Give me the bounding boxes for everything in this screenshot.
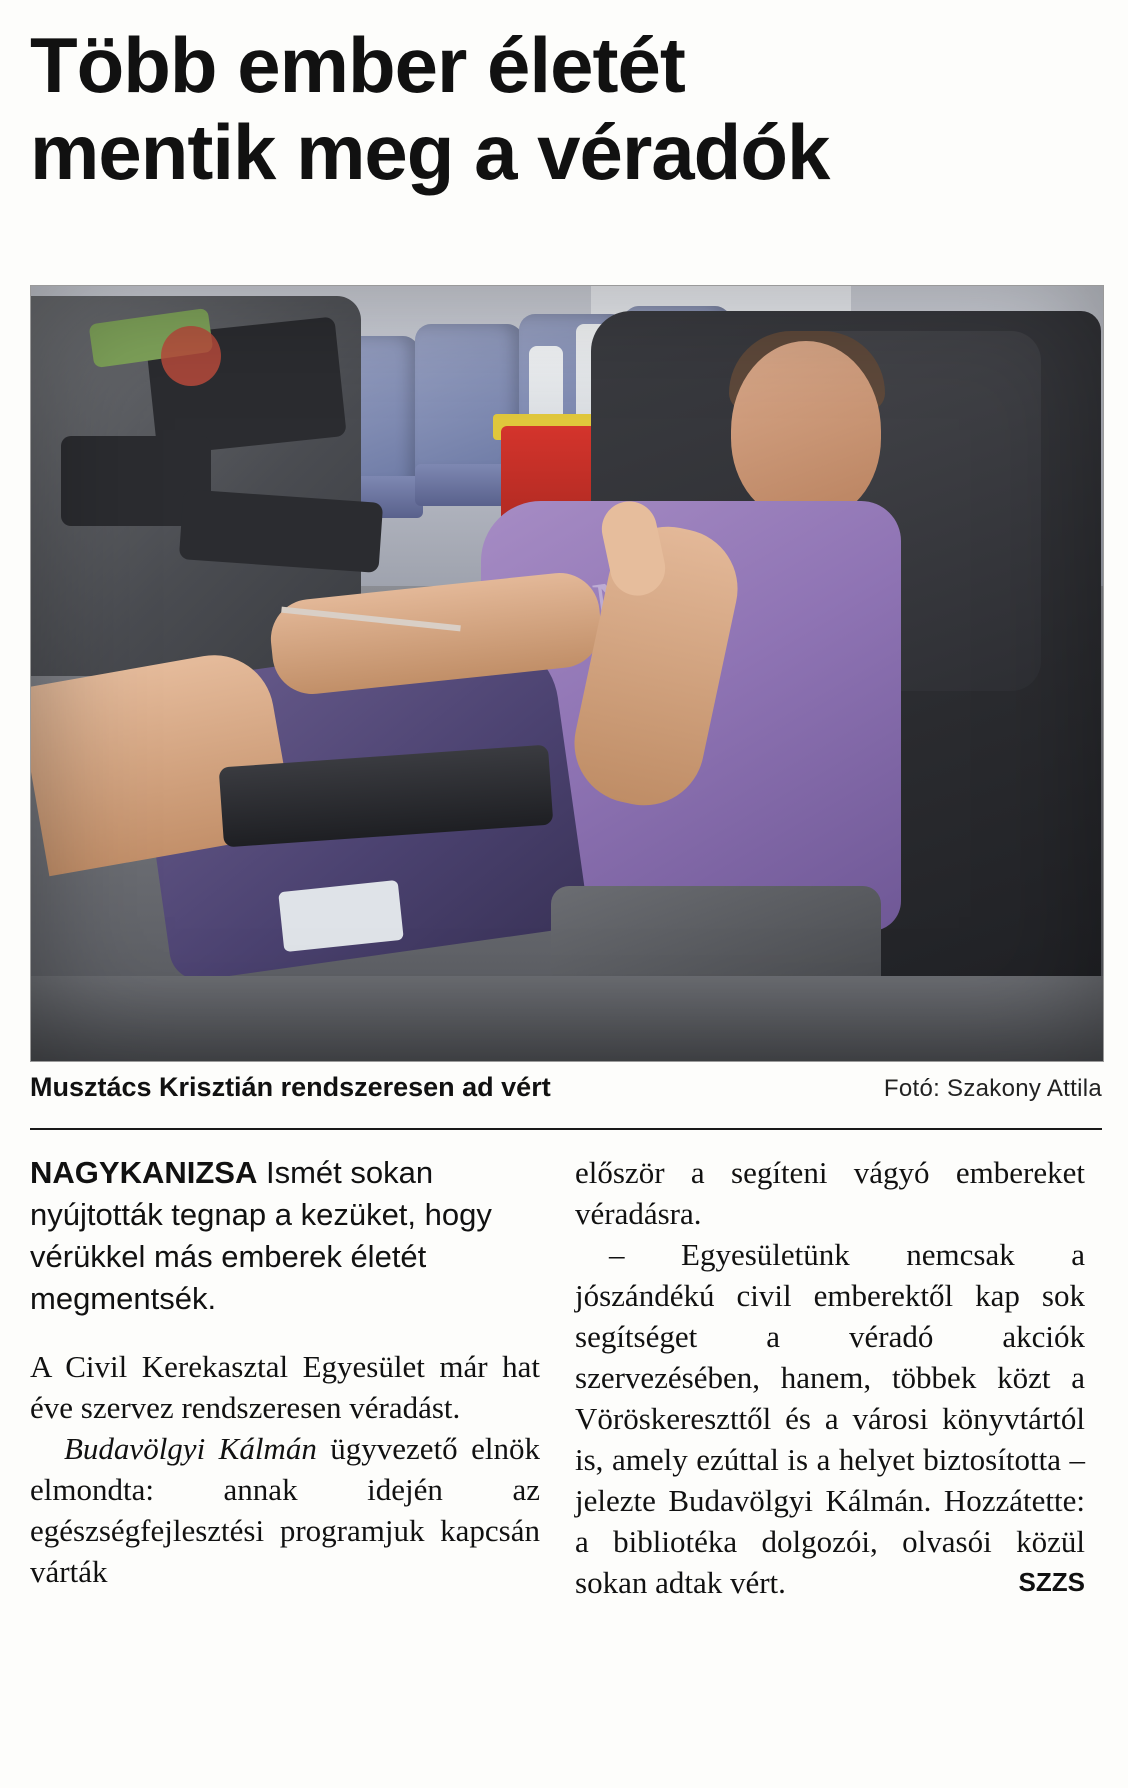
lead-paragraph: [30, 1152, 540, 1320]
headline-line-1: Több ember életét: [30, 21, 685, 109]
lead-text: Ismét sokan nyújtották tegnap a kezüket, hogy vérükkel más emberek életét megmentsék.: [30, 1155, 492, 1316]
byline: SZZS: [1018, 1567, 1085, 1597]
person-name-italic: Budavölgyi Kálmán: [64, 1431, 317, 1466]
article-photo: [30, 285, 1104, 1062]
body-column-left: [30, 1152, 540, 1592]
photo-illustration: [31, 286, 1103, 1061]
photo-credit: [884, 1075, 1102, 1103]
photo-credit-label: Fotó:: [883, 1075, 941, 1102]
body-paragraph: [30, 1428, 540, 1592]
dateline-place: NAGYKANIZSA: [30, 1155, 258, 1190]
donor-head: [731, 341, 881, 521]
equipment-part: [179, 489, 383, 573]
headline-line-2: mentik meg a véradók: [30, 108, 830, 196]
blood-bag-scale: [278, 880, 404, 952]
body-paragraph: [575, 1234, 1085, 1603]
equipment-red-accent: [161, 326, 221, 386]
body-paragraph-rest: ügyvezető elnök elmondta: annak idején az egészségfejlesztési programjuk kapcsán várták: [30, 1431, 541, 1589]
body-paragraph: először a segíteni vágyó embereket véradásra.: [575, 1155, 1085, 1231]
photo-caption-row: [30, 1072, 1102, 1112]
body-paragraph: A Civil Kerekasztal Egyesület már hat éve szervez rendszeresen véradást.: [30, 1349, 540, 1425]
caption-divider: [30, 1128, 1102, 1130]
body-paragraph-text: – Egyesületünk nemcsak a jószándékú civil emberektől kap sok segítséget a véradó akciók szervezésében, hanem, többek közt a Vöröskereszttől és a városi könyvtártól is, amely ezúttal is a helyet biztosította – jelezte Budavölgyi Kálmán. Hozzátette: a bibliotéka dolgozói, olvasói közül sokan adtak vért.: [575, 1237, 1085, 1600]
photo-caption: Musztács Krisztián rendszeresen ad vért: [30, 1072, 551, 1102]
photo-credit-name: Szakony Attila: [947, 1075, 1102, 1102]
page-title: [30, 22, 1100, 196]
floor-rail: [31, 976, 1103, 1061]
body-column-right: [575, 1152, 1085, 1603]
